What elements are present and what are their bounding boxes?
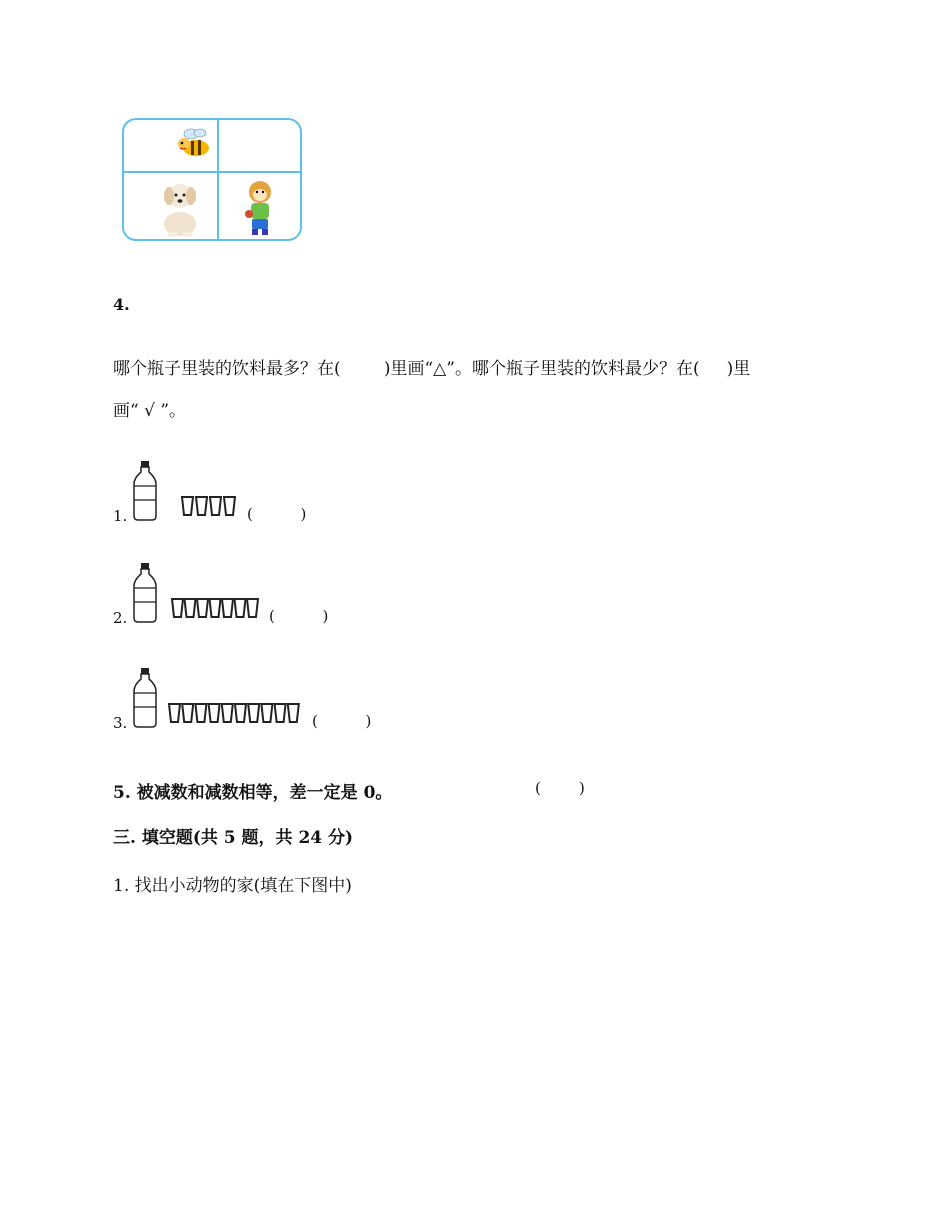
bottle-icon [130, 562, 160, 624]
question-5-content: 5. 被减数和减数相等，差一定是 0。 [113, 783, 393, 803]
question-5-answer-paren[interactable]: ( ) [535, 779, 585, 797]
monkey-icon [240, 178, 280, 240]
question-4-number: 4. [113, 295, 130, 314]
bee-icon [174, 124, 216, 166]
question-4-text-line1: 哪个瓶子里装的饮料最多？在( )里画“△”。哪个瓶子里装的饮料最少？在( )里 [113, 359, 751, 379]
grid-vertical-divider [217, 120, 219, 239]
section-3-heading: 三. 填空题(共 5 题，共 24 分) [113, 828, 354, 848]
cups-row-3 [168, 702, 302, 724]
section-3-question-1: 1. 找出小动物的家(填在下图中) [113, 876, 352, 896]
item-1-label: 1. [113, 507, 128, 525]
question-5-text [113, 778, 392, 803]
item-3-label: 3. [113, 714, 128, 732]
bottle-icon [130, 667, 160, 729]
grid-horizontal-divider [124, 171, 300, 173]
item-3-answer-paren[interactable]: ( ) [312, 712, 372, 730]
cups-row-2 [171, 597, 259, 619]
item-2-label: 2. [113, 609, 128, 627]
item-1-answer-paren[interactable]: ( ) [247, 505, 307, 523]
question-4-text-line2: 画“ √ ”。 [113, 401, 187, 421]
cups-row-1 [180, 495, 236, 517]
puppy-icon [158, 176, 204, 238]
animal-grid [122, 118, 302, 241]
item-2-answer-paren[interactable]: ( ) [269, 607, 329, 625]
bottle-icon [130, 460, 160, 522]
